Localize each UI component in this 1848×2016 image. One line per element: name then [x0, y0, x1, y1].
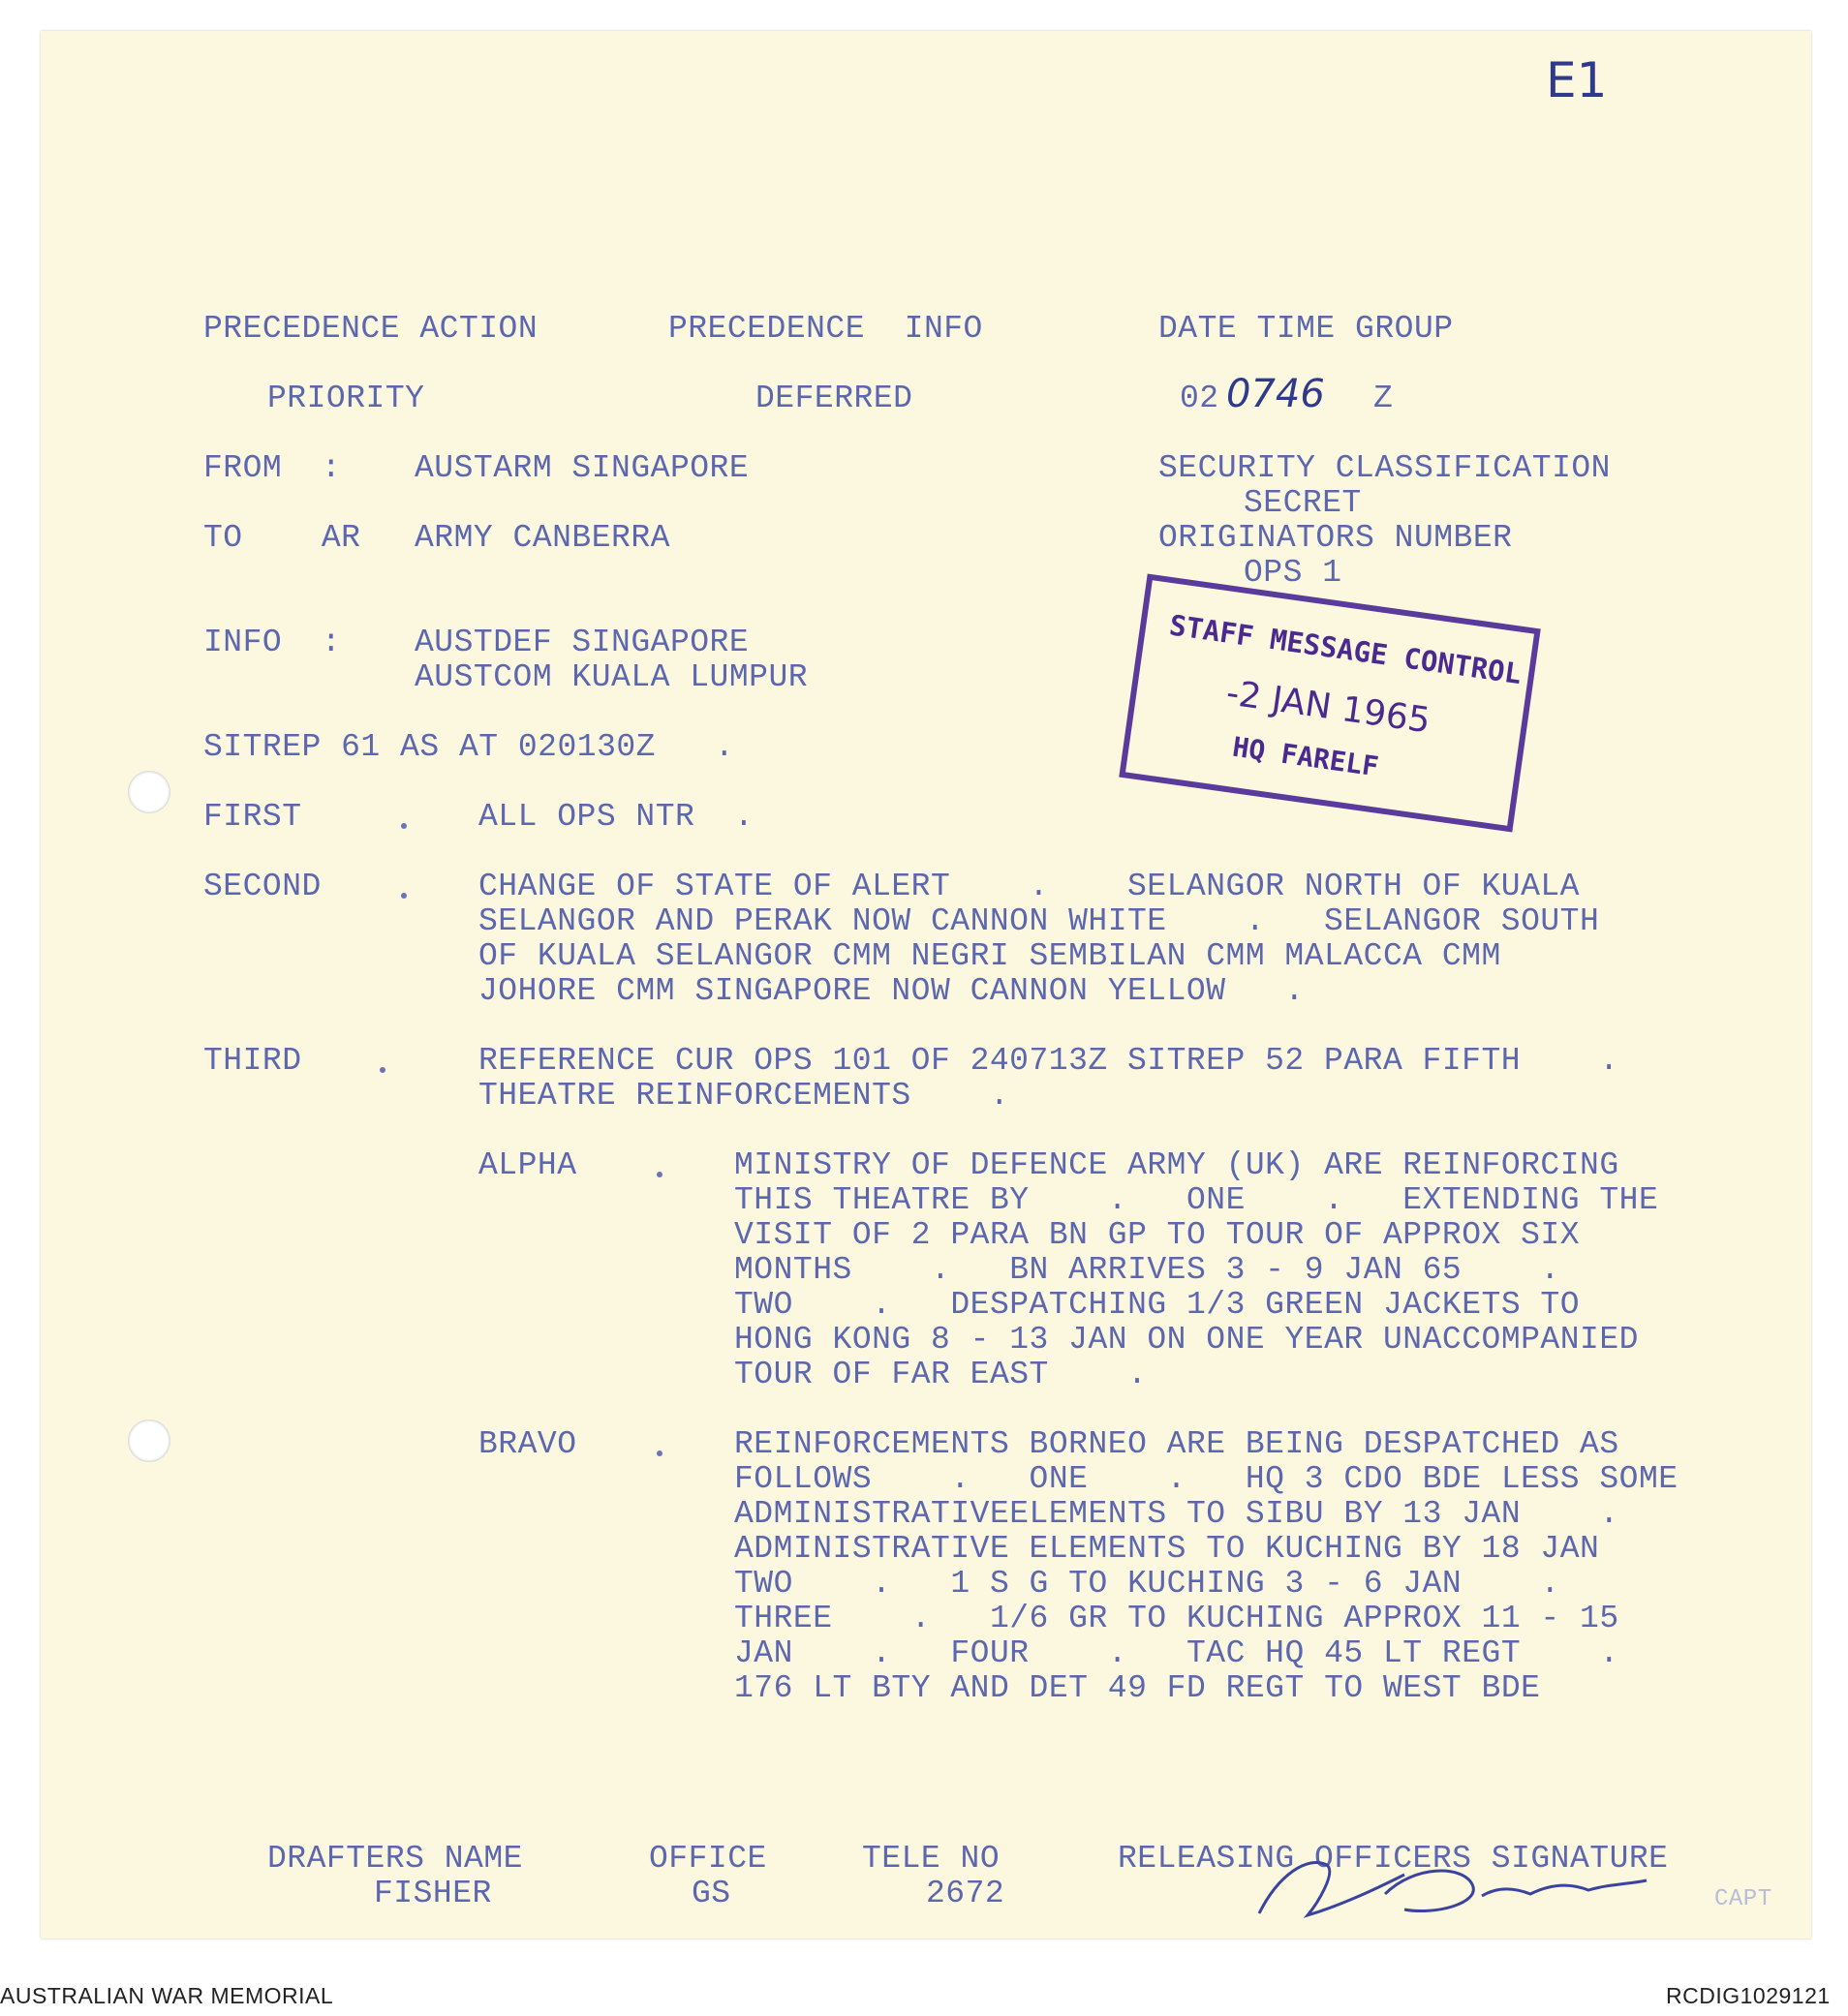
- second-label: SECOND: [203, 869, 322, 904]
- drafters-name-label: DRAFTERS NAME: [267, 1841, 523, 1877]
- office-value: GS: [692, 1876, 731, 1911]
- bravo-line-1: REINFORCEMENTS BORNEO ARE BEING DESPATCHED AS: [734, 1426, 1619, 1462]
- bravo-label: BRAVO: [478, 1426, 577, 1462]
- originators-number-value: OPS 1: [1244, 555, 1342, 591]
- alpha-line-7: TOUR OF FAR EAST .: [734, 1357, 1148, 1392]
- signature-stroke-1: [1259, 1862, 1404, 1915]
- precedence-action-value: PRIORITY: [267, 381, 425, 416]
- precedence-info-label: PRECEDENCE INFO: [668, 311, 983, 347]
- bravo-line-6: THREE . 1/6 GR TO KUCHING APPROX 11 - 15: [734, 1601, 1619, 1636]
- stamp-line-1: STAFF MESSAGE CONTROL: [1167, 608, 1525, 691]
- third-line-2: THEATRE REINFORCEMENTS .: [478, 1078, 1010, 1114]
- precedence-action-label: PRECEDENCE ACTION: [203, 311, 539, 347]
- punch-hole-bottom: [128, 1420, 170, 1462]
- to-label: TO AR: [203, 520, 361, 556]
- punch-hole-top: [128, 771, 170, 813]
- from-label: FROM :: [203, 450, 342, 486]
- tele-no-value: 2672: [926, 1876, 1005, 1911]
- second-line-4: JOHORE CMM SINGAPORE NOW CANNON YELLOW .: [478, 973, 1305, 1009]
- first-label: FIRST: [203, 799, 302, 835]
- alpha-line-4: MONTHS . BN ARRIVES 3 - 9 JAN 65 .: [734, 1252, 1560, 1288]
- stamp-line-2: -2 JAN 1965: [1223, 673, 1433, 742]
- alpha-line-6: HONG KONG 8 - 13 JAN ON ONE YEAR UNACCOMPANIED: [734, 1322, 1639, 1358]
- security-classification-label: SECURITY CLASSIFICATION: [1158, 450, 1611, 486]
- bravo-line-8: 176 LT BTY AND DET 49 FD REGT TO WEST BDE: [734, 1670, 1541, 1706]
- office-label: OFFICE: [649, 1841, 767, 1877]
- alpha-line-3: VISIT OF 2 PARA BN GP TO TOUR OF APPROX SIX: [734, 1217, 1581, 1253]
- dtg-handwritten: 0746: [1226, 372, 1325, 416]
- releasing-officers-signature-label: RELEASING OFFICERS SIGNATURE: [1118, 1841, 1669, 1877]
- alpha-line-2: THIS THEATRE BY . ONE . EXTENDING THE: [734, 1182, 1659, 1218]
- third-line-1: REFERENCE CUR OPS 101 OF 240713Z SITREP 52 PARA FIFTH .: [478, 1043, 1619, 1079]
- dtg-suffix: Z: [1373, 381, 1394, 416]
- tele-no-label: TELE NO: [862, 1841, 1001, 1877]
- archive-footer-left: AUSTRALIAN WAR MEMORIAL: [0, 1983, 334, 2008]
- to-value: ARMY CANBERRA: [415, 520, 670, 556]
- stamp-line-3: HQ FARELF: [1230, 730, 1381, 783]
- precedence-info-value: DEFERRED: [755, 381, 913, 416]
- second-line-3: OF KUALA SELANGOR CMM NEGRI SEMBILAN CMM MALACCA CMM: [478, 938, 1501, 974]
- security-classification-value: SECRET: [1244, 485, 1362, 521]
- bravo-line-7: JAN . FOUR . TAC HQ 45 LT REGT .: [734, 1635, 1619, 1671]
- originators-number-label: ORIGINATORS NUMBER: [1158, 520, 1513, 556]
- archive-footer-right: RCDIG1029121: [1666, 1983, 1831, 2008]
- date-time-group-label: DATE TIME GROUP: [1158, 311, 1454, 347]
- alpha-line-1: MINISTRY OF DEFENCE ARMY (UK) ARE REINFORCING: [734, 1147, 1619, 1183]
- signature-stroke-3: [1482, 1880, 1647, 1896]
- alpha-label: ALPHA: [478, 1147, 577, 1183]
- sitrep-line: SITREP 61 AS AT 020130Z .: [203, 729, 735, 765]
- second-line-1: CHANGE OF STATE OF ALERT . SELANGOR NORTH OF KUALA: [478, 869, 1580, 904]
- bravo-line-2: FOLLOWS . ONE . HQ 3 CDO BDE LESS SOME: [734, 1461, 1679, 1497]
- handwritten-signature: [1240, 1846, 1656, 1927]
- bravo-line-3: ADMINISTRATIVEELEMENTS TO SIBU BY 13 JAN .: [734, 1496, 1619, 1532]
- second-separator-dot: [401, 893, 407, 899]
- page-annotation: E1: [1546, 52, 1608, 108]
- first-text: ALL OPS NTR .: [478, 799, 755, 835]
- bravo-separator-dot: [657, 1451, 662, 1456]
- first-separator-dot: [401, 823, 407, 829]
- info-line-2: AUSTCOM KUALA LUMPUR: [415, 659, 809, 695]
- third-separator-dot: [380, 1067, 385, 1073]
- second-line-2: SELANGOR AND PERAK NOW CANNON WHITE . SELANGOR SOUTH: [478, 903, 1600, 939]
- info-label: INFO :: [203, 625, 342, 660]
- bravo-line-4: ADMINISTRATIVE ELEMENTS TO KUCHING BY 18 JAN: [734, 1531, 1600, 1567]
- drafters-name-value: FISHER: [374, 1876, 492, 1911]
- dtg-prefix: 02: [1180, 381, 1219, 416]
- alpha-line-5: TWO . DESPATCHING 1/3 GREEN JACKETS TO: [734, 1287, 1581, 1323]
- third-label: THIRD: [203, 1043, 302, 1079]
- from-value: AUSTARM SINGAPORE: [415, 450, 750, 486]
- rank-text: CAPT: [1714, 1886, 1772, 1912]
- bravo-line-5: TWO . 1 S G TO KUCHING 3 - 6 JAN .: [734, 1566, 1560, 1602]
- info-line-1: AUSTDEF SINGAPORE: [415, 625, 750, 660]
- alpha-separator-dot: [657, 1172, 662, 1177]
